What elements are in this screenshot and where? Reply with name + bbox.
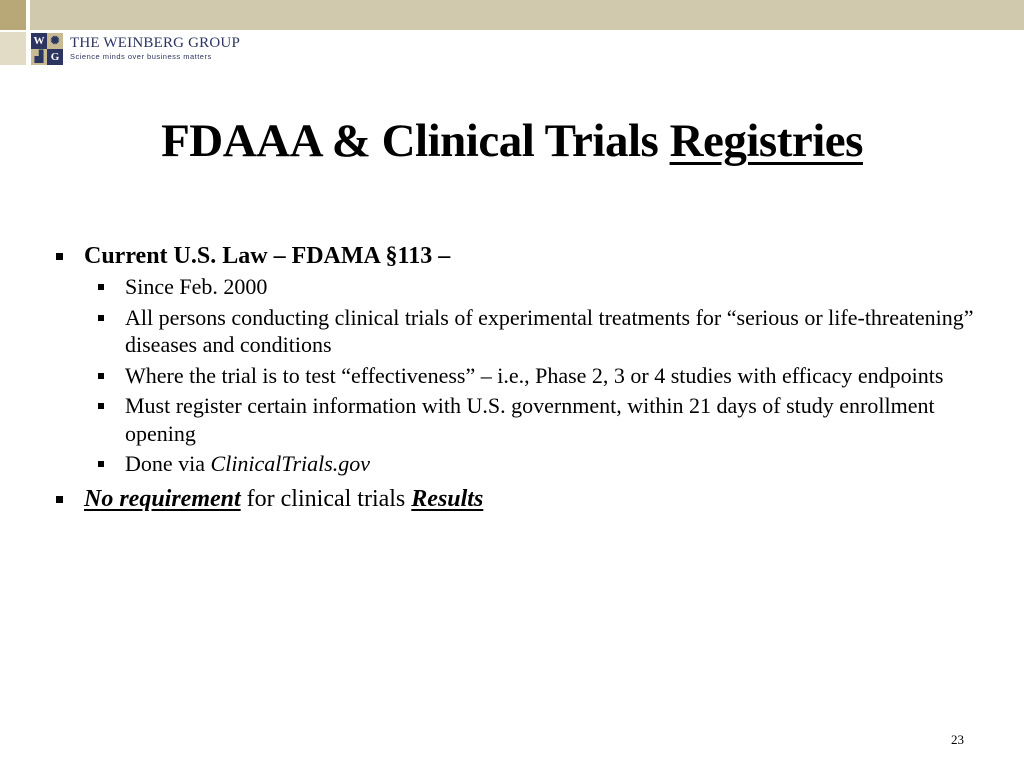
- logo-company-name: THE WEINBERG GROUP: [70, 35, 240, 51]
- sub-list-item: [56, 273, 986, 301]
- page-number: 23: [951, 732, 964, 747]
- header-accent-square: [0, 0, 26, 30]
- slide-title: [0, 112, 1024, 170]
- square-bullet-icon: [56, 496, 63, 503]
- compass-rose-icon: ✺: [47, 33, 63, 49]
- sub-bullet-text: All persons conducting clinical trials of experimental treatments for “serious or life-threatening” diseases and conditions: [125, 304, 974, 357]
- bullet-text: Current U.S. Law – FDAMA §113 –: [84, 243, 451, 269]
- sub-bullet-text: Where the trial is to test “effectiveness” – i.e., Phase 2, 3 or 4 studies with efficacy endpoints: [125, 362, 944, 388]
- sub-bullet-text: Since Feb. 2000: [125, 274, 268, 299]
- sub-bullet-prefix: Done via: [125, 451, 211, 476]
- square-bullet-icon: [98, 461, 104, 467]
- sub-list-item: [56, 450, 986, 478]
- title-plain: FDAAA & Clinical Trials: [161, 115, 670, 167]
- square-bullet-icon: [98, 403, 104, 409]
- logo-mark-w: W: [31, 33, 47, 49]
- chart-icon: ▟: [31, 49, 47, 65]
- list-item: [56, 241, 986, 271]
- bullet-text: for clinical trials: [240, 485, 412, 512]
- header-band: [30, 0, 1024, 30]
- square-bullet-icon: [56, 253, 63, 260]
- title-underlined: Registries: [669, 115, 863, 167]
- clinicaltrials-site-name: ClinicalTrials.gov: [210, 451, 371, 476]
- logo-mark-g: G: [47, 49, 63, 65]
- sub-list: [56, 273, 986, 478]
- square-bullet-icon: [98, 315, 104, 321]
- list-item: [56, 484, 986, 514]
- sub-list-item: [56, 304, 986, 359]
- sub-list-item: [56, 362, 986, 390]
- square-bullet-icon: [98, 373, 104, 379]
- results-emphasis: Results: [411, 485, 484, 512]
- logo-tagline: Science minds over business matters: [70, 52, 212, 61]
- header-left-strip: [0, 32, 26, 65]
- sub-bullet-text: Must register certain information with U.S. government, within 21 days of study enrollment opening: [125, 393, 935, 446]
- square-bullet-icon: [98, 284, 104, 290]
- sub-list-item: [56, 392, 986, 447]
- logo-mark-icon: [31, 33, 63, 65]
- no-requirement-emphasis: No requirement: [84, 485, 241, 512]
- company-logo: [31, 32, 240, 65]
- slide-body: [56, 241, 986, 514]
